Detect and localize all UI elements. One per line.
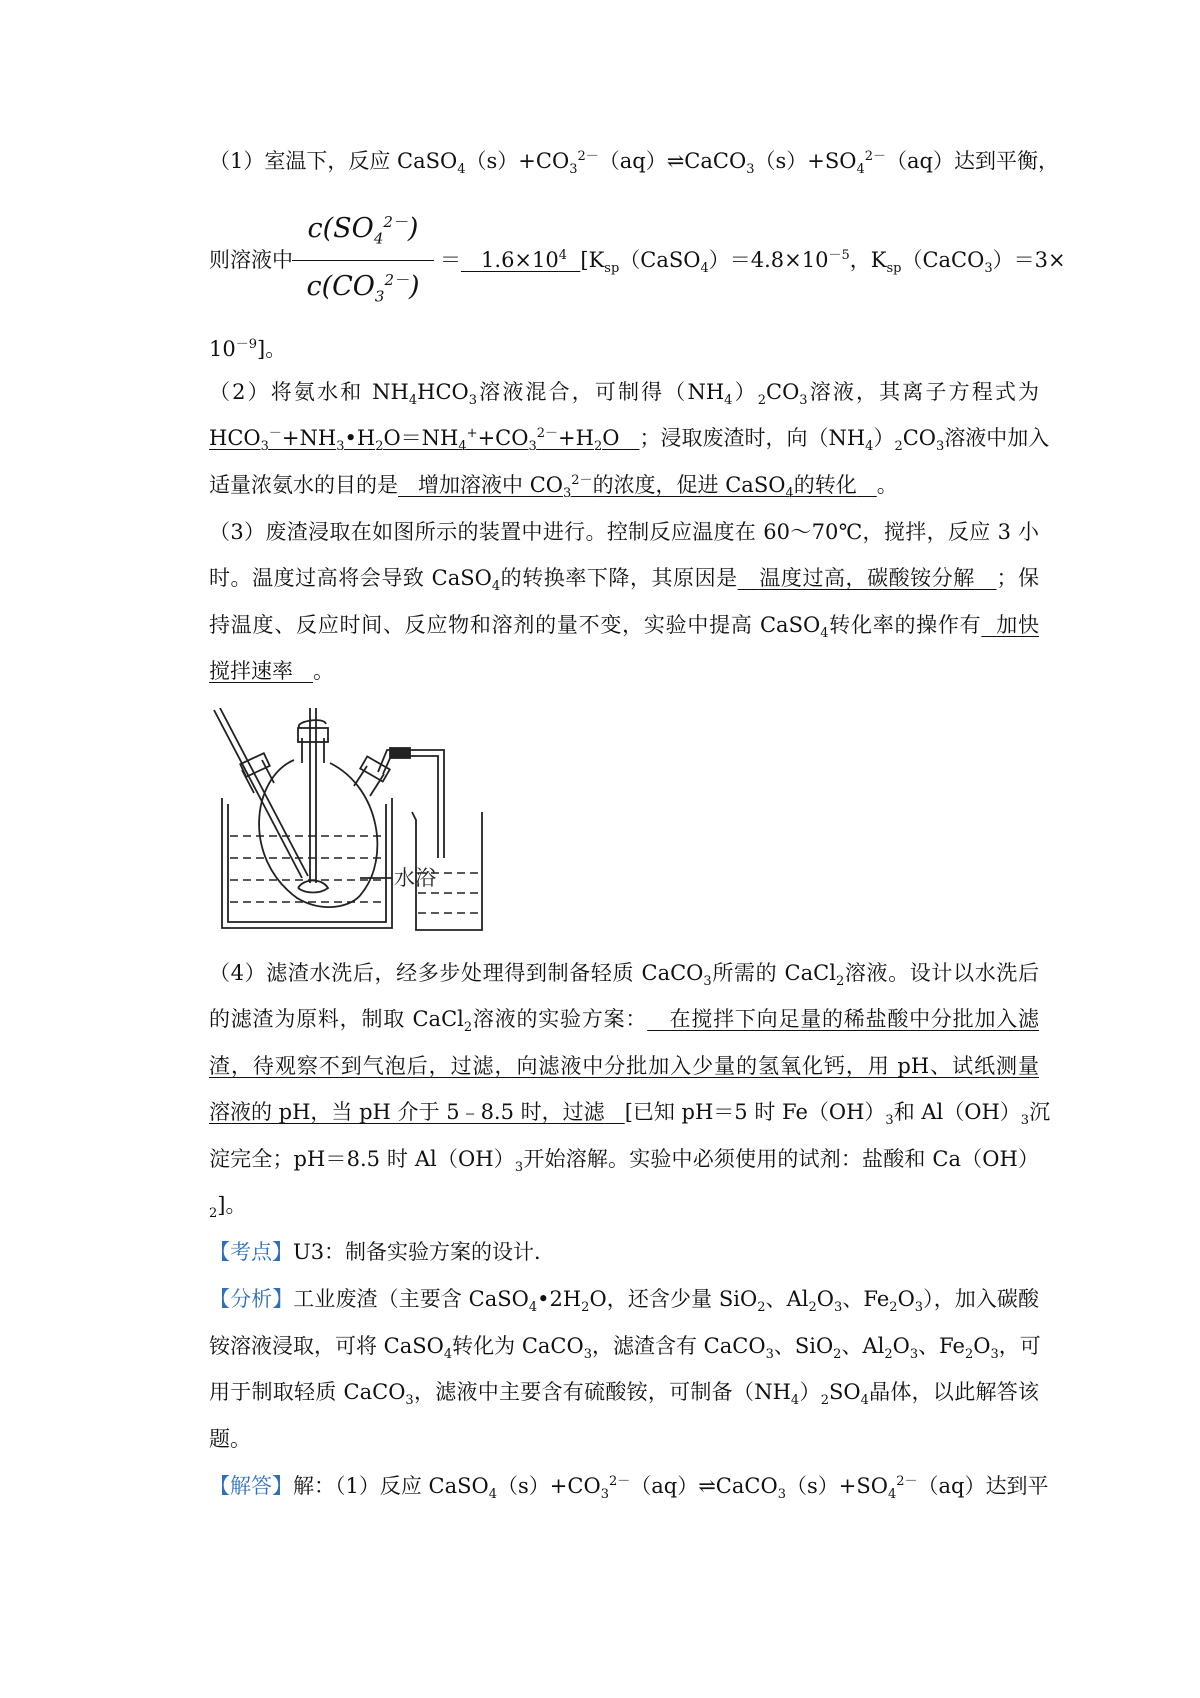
q4-line5: 淀完全；pH＝8.5 时 $Al(OH)_3$开始溶解。实验中必须使用的试剂：盐酸和 Ca（OH） [209, 1147, 1039, 1176]
apparatus-diagram [212, 708, 532, 940]
q4-line6: $_2$]。 [209, 1193, 247, 1222]
q2-line2: $HCO_3^-+NH_3•H_2O=NH_4^++CO_3^{2-}+H_2O$ ；浸取废渣时，向$(NH_4)_2CO_3$溶液中加入 [209, 426, 1050, 455]
jieda-tag: 【解答】 [209, 1474, 293, 1498]
q1-line1: （1）室温下，反应 $CaSO_4(s)+CO_3^{2-}(aq)\rightleftharpoons CaCO_3(s)+SO_4^{2-}(aq)$达到平衡， [209, 149, 1059, 178]
answer-scheme-part1: 在搅拌下向足量的稀盐酸中分批加入滤 [669, 1007, 1040, 1031]
answer-ratio: $1.6\times 10^4$ [481, 248, 568, 272]
answer-operation-part1: 加快 [996, 613, 1040, 637]
answer-ion-equation: $HCO_3^-+NH_3•H_2O=NH_4^++CO_3^{2-}+H_2O$ [209, 426, 620, 455]
q3-line2: 时。温度过高将会导致 CaSO$_4$的转换率下降，其原因是 温度过高，碳酸铵分解 ；保 [209, 566, 1040, 595]
fenxi-line2: 铵溶液浸取，可将 CaSO$_4$转化为 CaCO$_3$，滤渣含有 CaCO$_3$、SiO$_2$、$Al_2O_3$、$Fe_2O_3$，可 [209, 1334, 1041, 1363]
answer-operation-part2: 搅拌速率 [209, 659, 293, 683]
answer-ammonia-purpose: 增加溶液中 $CO_3^{2-}$的浓度，促进 CaSO$_4$的转化 [418, 473, 857, 502]
q4-line4: 溶液的 pH，当 pH 介于 5﹣8.5 时，过滤 [已知 pH＝5 时 $Fe(OH)_3$和 $Al(OH)_3$沉 [209, 1100, 1051, 1129]
q1-line2-lead: 则溶液中 [209, 248, 293, 272]
q1-line3: $10^{-9}$]。 [209, 337, 287, 361]
water-bath-label: 水浴 [394, 866, 436, 890]
q1-line2-rest: ＝ $1.6\times 10^4$ [$K_{sp}(CaSO_4)=4.8\times 10^{-5}$，$K_{sp}(CaCO_3)=3\times$ [440, 248, 1066, 277]
fenxi-line3: 用于制取轻质 CaCO$_3$，滤液中主要含有硫酸铵，可制备$(NH_4)_2SO_4$晶体，以此解答该 [209, 1380, 1039, 1409]
q4-line1: （4）滤渣水洗后，经多步处理得到制备轻质 CaCO$_3$所需的 CaCl$_2$溶液。设计以水洗后 [209, 961, 1039, 990]
kaodian-line: 【考点】U3：制备实验方案的设计． [209, 1240, 556, 1264]
fenxi-tag: 【分析】 [209, 1287, 294, 1311]
q4-line3-answer: 渣，待观察不到气泡后，过滤，向滤液中分批加入少量的氢氧化钙，用 pH、试纸测量 [209, 1054, 1039, 1078]
rotation-arrow [299, 720, 326, 728]
fenxi-line1: 【分析】工业废渣（主要含 $CaSO_4•2H_2O$，还含少量 SiO$_2$、$Al_2O_3$、$Fe_2O_3$），加入碳酸 [209, 1287, 1039, 1316]
q2-line3: 适量浓氨水的目的是 增加溶液中 $CO_3^{2-}$的浓度，促进 CaSO$_4$的转化 。 [209, 473, 898, 502]
q3-line3: 持温度、反应时间、反应物和溶剂的量不变，实验中提高 CaSO$_4$转化率的操作有 加快 [209, 613, 1040, 642]
stir-bar [298, 881, 328, 893]
jieda-line1: 【解答】解：（1）反应 $CaSO_4(s)+CO_3^{2-}(aq)\rightleftharpoons CaCO_3(s)+SO_4^{2-}(aq)$达到平 [209, 1474, 1049, 1503]
q3-line1: （3）废渣浸取在如图所示的装置中进行。控制反应温度在 60～70℃，搅拌，反应 3 小 [209, 520, 1039, 544]
water-bath-tank [222, 798, 392, 928]
fraction-numerator: $c(SO_4^{2-})$ [307, 213, 419, 248]
stirrer-rod [310, 708, 316, 883]
fraction-denominator: $c(CO_3^{2-})$ [306, 271, 420, 306]
q3-line4: 搅拌速率 。 [209, 659, 335, 683]
fraction-bar [292, 260, 434, 261]
answer-scheme-part3: 溶液的 pH，当 pH 介于 5﹣8.5 时，过滤 [209, 1100, 605, 1124]
q4-line2: 的滤渣为原料，制取 CaCl$_2$溶液的实验方案： 在搅拌下向足量的稀盐酸中分批加入滤 [209, 1007, 1040, 1036]
q2-line1: （2）将氨水和 $NH_4HCO_3$溶液混合，可制得$(NH_4)_2CO_3$溶液，其离子方程式为 [209, 380, 1039, 409]
answer-temperature-reason: 温度过高，碳酸铵分解 [759, 566, 975, 590]
fenxi-line4: 题。 [209, 1427, 251, 1451]
concentration-ratio [288, 205, 438, 317]
round-bottom-flask [259, 760, 377, 907]
kaodian-tag: 【考点】 [209, 1240, 293, 1264]
delivery-tube [378, 750, 444, 858]
rubber-connector [390, 748, 410, 758]
